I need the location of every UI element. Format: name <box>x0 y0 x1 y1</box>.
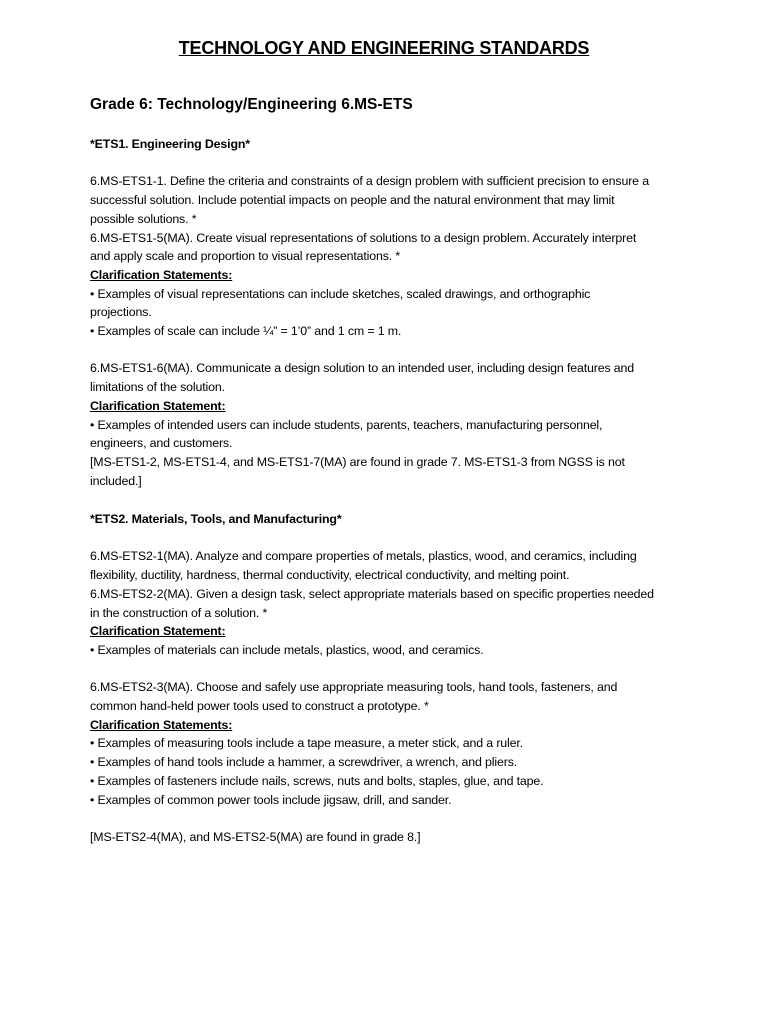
clarification-item: • Examples of hand tools include a hammer, a screwdriver, a wrench, and pliers. <box>90 755 518 770</box>
standard-ets1-1-line: possible solutions. * <box>90 211 197 226</box>
standard-ets1-6-line: 6.MS-ETS1-6(MA). Communicate a design solution to an intended user, including design features and <box>90 361 635 376</box>
standard-ets2-2-line: in the construction of a solution. * <box>90 605 268 620</box>
clarification-item: • Examples of materials can include metals, plastics, wood, and ceramics. <box>90 642 484 657</box>
clarification-item: • Examples of measuring tools include a tape measure, a meter stick, and a ruler. <box>90 736 523 751</box>
clarification-item: • Examples of visual representations can include sketches, scaled drawings, and orthographic <box>90 286 591 301</box>
standard-ets1-5-line: and apply scale and proportion to visual representations. * <box>90 249 401 264</box>
grade-note: included.] <box>90 473 142 488</box>
ets1-section <box>90 135 690 490</box>
clarification-heading: Clarification Statements: <box>90 717 233 732</box>
standard-ets1-5-line: 6.MS-ETS1-5(MA). Create visual representations of solutions to a design problem. Accurately interpret <box>90 230 637 245</box>
ets2-heading: *ETS2. Materials, Tools, and Manufacturing* <box>90 512 342 526</box>
clarification-heading: Clarification Statement: <box>90 398 226 413</box>
standard-ets2-3-line: common hand-held power tools used to construct a prototype. * <box>90 699 429 713</box>
standard-ets2-1-line: 6.MS-ETS2-1(MA). Analyze and compare properties of metals, plastics, wood, and ceramics, including <box>90 549 637 564</box>
clarification-item: projections. <box>90 305 152 320</box>
standard-ets2-3-line: 6.MS-ETS2-3(MA). Choose and safely use appropriate measuring tools, hand tools, fasteners, and <box>90 680 618 695</box>
grade-heading: Grade 6: Technology/Engineering 6.MS-ETS <box>90 96 413 113</box>
grade-note: [MS-ETS2-4(MA), and MS-ETS2-5(MA) are found in grade 8.] <box>90 829 421 844</box>
clarification-item: • Examples of scale can include ¼” = 1’0” and 1 cm = 1 m. <box>90 324 402 339</box>
grade-note: [MS-ETS1-2, MS-ETS1-4, and MS-ETS1-7(MA) are found in grade 7. MS-ETS1-3 from NGSS is not <box>90 454 625 469</box>
clarification-heading: Clarification Statements: <box>90 267 233 282</box>
clarification-item: • Examples of fasteners include nails, screws, nuts and bolts, staples, glue, and tape. <box>90 773 544 788</box>
clarification-item: • Examples of intended users can include students, parents, teachers, manufacturing personnel, <box>90 417 603 432</box>
standard-ets2-1-line: flexibility, ductility, hardness, thermal conductivity, electrical conductivity, and melting point. <box>90 568 570 583</box>
clarification-heading: Clarification Statement: <box>90 624 226 639</box>
clarification-item: • Examples of common power tools include jigsaw, drill, and sander. <box>90 792 452 807</box>
standard-ets1-6-line: limitations of the solution. <box>90 380 225 395</box>
standard-ets1-1-line: 6.MS-ETS1-1. Define the criteria and constraints of a design problem with sufficient precision to ensure a <box>90 174 649 189</box>
ets2-section <box>90 510 690 847</box>
document-title: TECHNOLOGY AND ENGINEERING STANDARDS <box>178 38 590 58</box>
standard-ets2-2-line: 6.MS-ETS2-2(MA). Given a design task, select appropriate materials based on specific properties needed <box>90 586 654 601</box>
standard-ets1-1-line: successful solution. Include potential impacts on people and the natural environment that may limit <box>90 193 615 208</box>
clarification-item: engineers, and customers. <box>90 436 233 451</box>
ets1-heading: *ETS1. Engineering Design* <box>90 137 250 151</box>
